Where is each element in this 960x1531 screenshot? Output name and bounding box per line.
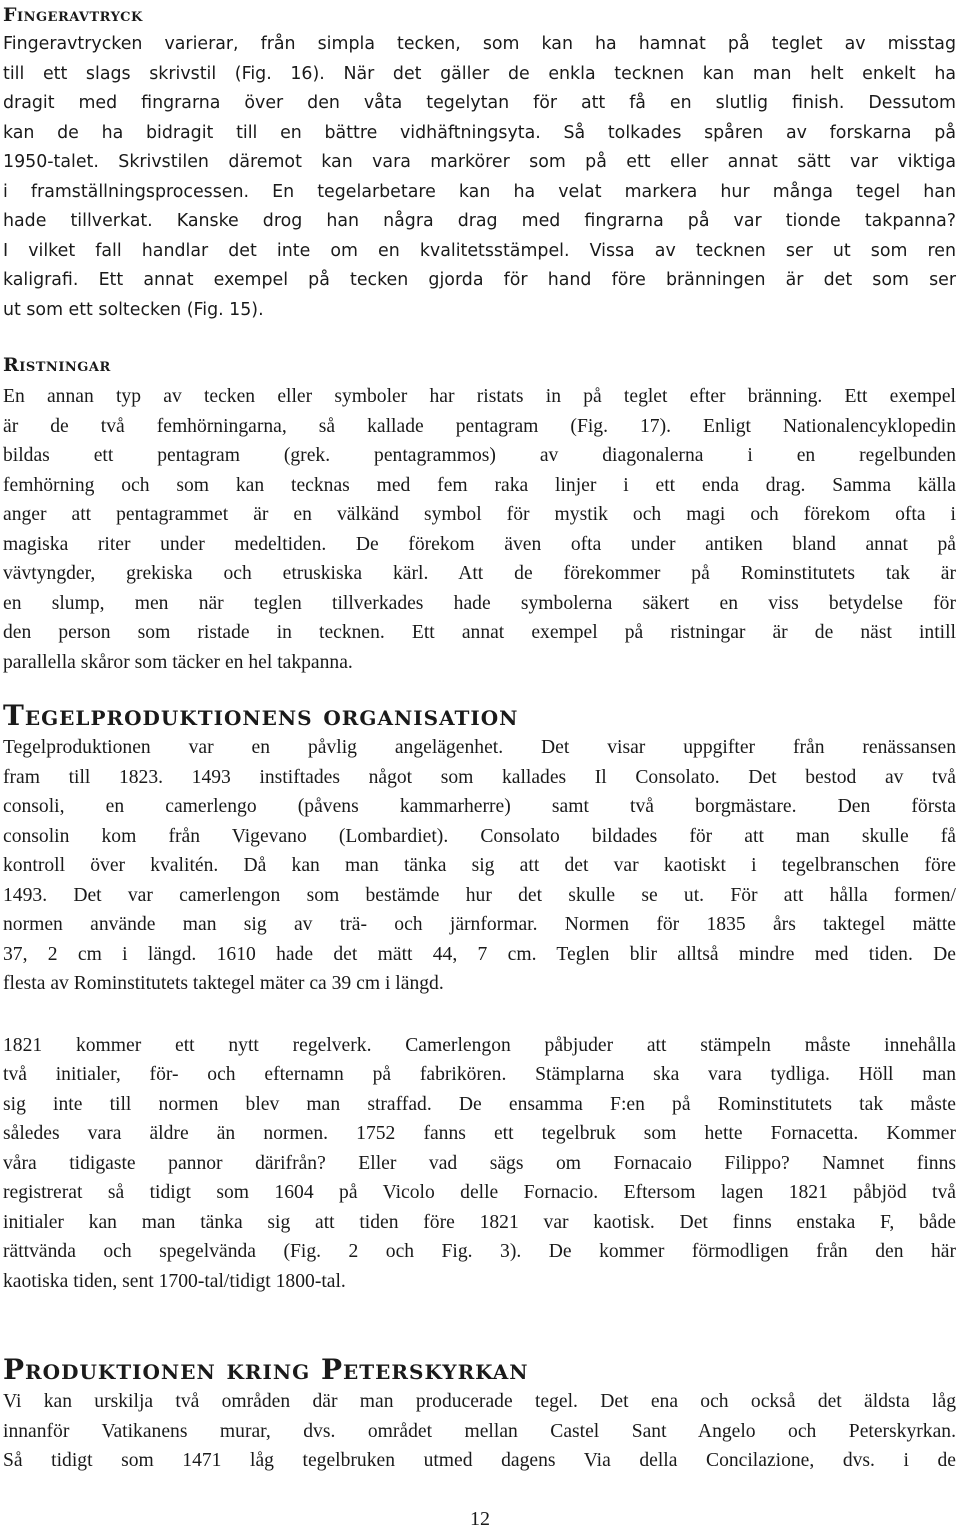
paragraph-fingeravtryck xyxy=(3,30,956,325)
text-line: normen använde man sig av trä- och järnformar. Normen för 1835 års taktegel mätte xyxy=(3,914,956,935)
paragraph-ristningar xyxy=(3,382,956,677)
section-produktionen-kring-peterskyrkan xyxy=(3,1354,956,1476)
section-heading-ristningar: Ristningar xyxy=(3,354,111,376)
text-line: Vi kan urskilja två områden där man producerade tegel. Det ena och också det äldsta låg xyxy=(3,1391,956,1412)
text-line: kontroll över kvalitén. Då kan man tänka sig att det var kaotiskt i tegelbranschen före xyxy=(3,855,956,876)
text-line: 1493. Det var camerlengon som bestämde hur det skulle se ut. För att hålla formen/ xyxy=(3,884,956,906)
text-line: registrerat så tidigt som 1604 på Vicolo delle Fornacio. Eftersom lagen 1821 påbjöd två xyxy=(3,1182,956,1203)
text-line: femhörning och som kan tecknas med fem raka linjer i ett enda drag. Samma källa xyxy=(3,474,956,496)
page-number: 12 xyxy=(470,1508,490,1530)
section-heading-produktionen-kring-peterskyrkan: Produktionen kring Peterskyrkan xyxy=(3,1353,529,1386)
text-line: den person som ristade in tecknen. Ett annat exempel på ristningar är de näst intill xyxy=(3,622,956,643)
text-line: initialer kan man tänka sig att tiden före 1821 var kaotisk. Det finns enstaka F, både xyxy=(3,1211,956,1233)
text-line: till ett slags skrivstil (Fig. 16). När det gäller de enkla tecknen kan man helt enkelt ha xyxy=(3,63,956,84)
text-line: anger att pentagrammet är en välkänd symbol för mystik och magi och förekom ofta i xyxy=(3,504,956,525)
text-line: En annan typ av tecken eller symboler har ristats in på teglet efter bränning. Ett exempel xyxy=(3,386,956,407)
text-line: ut som ett soltecken (Fig. 15). xyxy=(3,299,264,320)
text-line: consolin kom från Vigevano (Lombardiet). Consolato bildades för att man skulle få xyxy=(3,825,956,847)
text-line: bildas ett pentagram (grek. pentagrammos) av diagonalerna i en regelbunden xyxy=(3,445,956,466)
text-line: är de två femhörningarna, så kallade pentagram (Fig. 17). Enligt Nationalencyklopedin xyxy=(3,415,956,437)
text-line: 37, 2 cm i längd. 1610 hade det mätt 44, 7 cm. Teglen blir alltså mindre med tiden. De xyxy=(3,943,956,965)
text-line: sig inte till normen blev man straffad. De ensamma F:en på Rominstitutets tak måste xyxy=(3,1093,956,1115)
text-line: Så tidigt som 1471 låg tegelbruken utmed dagens Via della Concilazione, dvs. i de xyxy=(3,1450,956,1471)
paragraph-produktionen xyxy=(3,1387,956,1476)
text-line: rättvända och spegelvända (Fig. 2 och Fig. 3). De kommer förmodligen från den här xyxy=(3,1241,956,1262)
text-line: magiska riter under medeltiden. De förekom även ofta under antiken bland annat på xyxy=(3,533,956,555)
text-line: fram till 1823. 1493 instiftades något som kallades Il Consolato. Det bestod av två xyxy=(3,766,956,788)
section-fingeravtryck xyxy=(3,2,956,325)
text-line: innanför Vatikanens murar, dvs. området mellan Castel Sant Angelo och Peterskyrkan. xyxy=(3,1420,956,1442)
text-line: kan de ha bidragit till en bättre vidhäftningsyta. Så tolkades spåren av forskarna på xyxy=(3,122,956,143)
section-heading-tegelproduktionens-organisation: Tegelproduktionens organisation xyxy=(3,699,519,732)
text-line: kaligrafi. Ett annat exempel på tecken gjorda för hand före bränningen är det som ser xyxy=(3,270,956,290)
text-line: således vara äldre än normen. 1752 fanns ett tegelbruk som hette Fornacetta. Kommer xyxy=(3,1123,956,1144)
section-heading-fingeravtryck: Fingeravtryck xyxy=(3,4,143,26)
text-line: två initialer, för- och efternamn på fabrikören. Stämplarna ska vara tydliga. Höll man xyxy=(3,1064,956,1085)
paragraph-tegelproduktionens-1 xyxy=(3,733,956,999)
text-line: I vilket fall handlar det inte om en kvalitetsstämpel. Vissa av tecknen ser ut som ren xyxy=(3,240,956,261)
text-line: hade tillverkat. Kanske drog han några drag med fingrarna på var tionde takpanna? xyxy=(3,211,956,231)
text-line: dragit med fingrarna över den våta tegelytan för att få en slutlig finish. Dessutom xyxy=(3,93,956,113)
text-line: 1950-talet. Skrivstilen däremot kan vara markörer som på ett eller annat sätt var viktiga xyxy=(3,152,956,172)
text-line: våra tidigaste pannor därifrån? Eller vad sägs om Fornacaio Filippo? Namnet finns xyxy=(3,1152,956,1174)
text-line: i framställningsprocessen. En tegelarbetare kan ha velat markera hur många tegel han xyxy=(3,181,956,202)
section-tegelproduktionens-organisation xyxy=(3,700,956,1296)
text-line: 1821 kommer ett nytt regelverk. Camerlengon påbjuder att stämpeln måste innehålla xyxy=(3,1034,956,1056)
text-line: parallella skåror som täcker en hel takpanna. xyxy=(3,651,353,673)
text-line: vävtyngder, grekiska och etruskiska kärl. Att de förekommer på Rominstitutets tak är xyxy=(3,563,956,584)
text-line: kaotiska tiden, sent 1700-tal/tidigt 1800-tal. xyxy=(3,1270,346,1292)
text-line: flesta av Rominstitutets taktegel mäter ca 39 cm i längd. xyxy=(3,973,444,994)
text-line: en slump, men när teglen tillverkades hade symbolerna säkert en viss betydelse för xyxy=(3,592,956,614)
paragraph-tegelproduktionens-2 xyxy=(3,1031,956,1297)
text-line: Fingeravtrycken varierar, från simpla tecken, som kan ha hamnat på teglet av misstag xyxy=(3,34,956,54)
text-line: Tegelproduktionen var en påvlig angelägenhet. Det visar uppgifter från renässansen xyxy=(3,737,956,758)
text-line: consoli, en camerlengo (påvens kammarherre) samt två borgmästare. Den första xyxy=(3,796,956,817)
section-ristningar xyxy=(3,352,956,677)
